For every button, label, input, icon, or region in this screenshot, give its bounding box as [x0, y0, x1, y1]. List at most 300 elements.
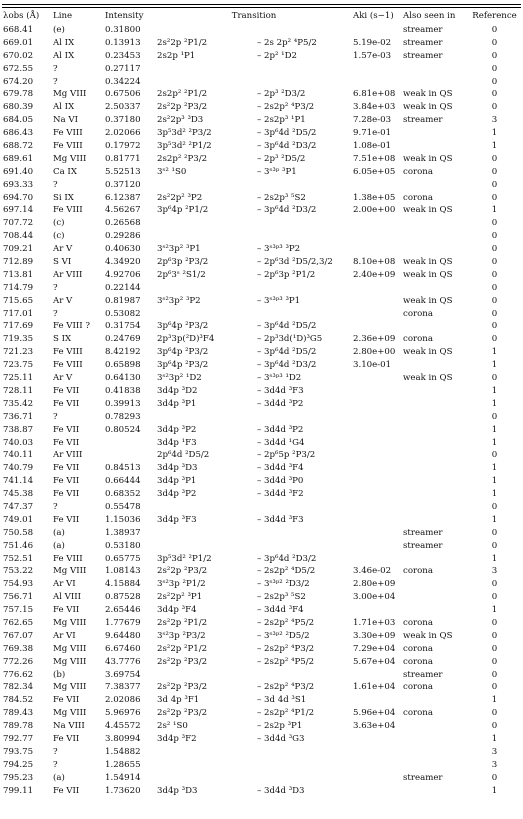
table-row — [2, 682, 521, 695]
transition-lower-cell: 2s²2p ²P3/2 — [157, 102, 208, 113]
aki-cell — [352, 502, 402, 515]
line-cell: Fe VII — [53, 476, 80, 487]
transition-lower-cell: 3ˢ²3p ²P3/2 — [157, 630, 206, 641]
transition-upper-cell: – 2p⁶5p ²P3/2 — [257, 450, 316, 461]
line-cell: Fe VIII — [53, 553, 83, 564]
transition-upper-cell: – 3d4d ³P2 — [257, 398, 304, 409]
also-seen-cell: weak in QS — [403, 295, 453, 306]
header-row — [2, 8, 521, 25]
also-seen-cell: streamer — [403, 772, 443, 783]
aki-cell — [352, 244, 402, 257]
aki-cell: 6.05e+05 — [353, 166, 396, 177]
intensity-cell: 7.38377 — [105, 682, 141, 693]
also-seen-cell — [402, 450, 468, 463]
table-row — [2, 373, 521, 386]
transition-upper-cell — [256, 180, 352, 193]
reference-cell: 0 — [491, 708, 498, 719]
reference-cell: 0 — [491, 89, 498, 100]
transition-upper-cell — [256, 502, 352, 515]
transition-upper-cell: – 2s2p² ⁴D5/2 — [257, 566, 316, 577]
intensity-cell: 1.54914 — [105, 772, 141, 783]
transition-upper-cell — [256, 309, 352, 322]
intensity-cell: 1.15036 — [105, 514, 141, 525]
line-cell: (c) — [53, 231, 65, 242]
transition-upper-cell: – 3d4d ³F4 — [257, 605, 304, 616]
reference-cell: 0 — [491, 656, 498, 667]
transition-upper-cell: – 3ˢ³ᵖ² ²D5/2 — [257, 630, 310, 641]
transition-lower-cell: 3p⁵3d² ²P1/2 — [157, 553, 212, 564]
table-row — [2, 25, 521, 38]
aki-cell: 2.80e+09 — [353, 579, 396, 590]
table-row — [2, 64, 521, 77]
intensity-cell: 0.81987 — [105, 295, 141, 306]
also-seen-cell: weak in QS — [403, 205, 453, 216]
line-cell: Ar V — [53, 295, 73, 306]
table-row — [2, 670, 521, 683]
wavelength-cell: 707.72 — [3, 218, 34, 229]
wavelength-cell: 680.39 — [3, 102, 34, 113]
aki-cell — [352, 476, 402, 489]
aki-cell — [352, 180, 402, 193]
reference-cell: 1 — [491, 128, 498, 139]
intensity-cell: 0.24769 — [105, 334, 141, 345]
transition-upper-cell: – 2p⁶3d ²D5/2,3/2 — [257, 257, 333, 268]
aki-cell: 3.10e-01 — [353, 360, 392, 371]
table-body — [2, 25, 521, 798]
header-wavelength: λobs (Å) — [3, 11, 40, 22]
line-cell: (c) — [53, 218, 65, 229]
reference-cell: 0 — [491, 50, 498, 61]
aki-cell: 5.19e-02 — [353, 37, 392, 48]
transition-upper-cell: – 3p⁶4d ²D3/2 — [257, 360, 317, 371]
also-seen-cell — [402, 502, 468, 515]
also-seen-cell: streamer — [403, 540, 443, 551]
table-row — [2, 128, 521, 141]
line-cell: Ar V — [53, 244, 73, 255]
wavelength-cell: 684.05 — [3, 115, 34, 126]
table-row — [2, 154, 521, 167]
intensity-cell: 2.02066 — [105, 128, 141, 139]
aki-cell: 2.00e+00 — [353, 205, 396, 216]
transition-lower-cell — [156, 747, 256, 760]
line-cell: Fe VII — [53, 514, 80, 525]
reference-cell: 0 — [491, 592, 498, 603]
line-cell: Mg VIII — [53, 153, 87, 164]
also-seen-cell — [402, 141, 468, 154]
line-cell: S VI — [53, 257, 72, 268]
also-seen-cell: weak in QS — [403, 89, 453, 100]
transition-lower-cell: 3d4p ³P2 — [157, 489, 197, 500]
transition-lower-cell: 3ˢ²3p² ¹D2 — [157, 373, 202, 384]
wavelength-cell: 717.01 — [3, 308, 34, 319]
table-row — [2, 399, 521, 412]
reference-cell: 1 — [491, 141, 498, 152]
line-cell: Na VI — [53, 115, 78, 126]
aki-cell: 7.51e+08 — [353, 153, 396, 164]
transition-upper-cell: – 3p⁶4d ²D3/2 — [257, 553, 317, 564]
also-seen-cell — [402, 734, 468, 747]
intensity-cell: 4.56267 — [105, 205, 141, 216]
line-cell: Si IX — [53, 192, 74, 203]
table-row — [2, 605, 521, 618]
also-seen-cell: corona — [403, 656, 433, 667]
intensity-cell: 43.7776 — [105, 656, 141, 667]
transition-lower-cell: 2s2p ¹P1 — [157, 50, 196, 61]
wavelength-cell: 793.75 — [3, 746, 34, 757]
transition-lower-cell: 3p⁵3d² ²P3/2 — [157, 128, 212, 139]
intensity-cell: 0.53082 — [105, 308, 141, 319]
aki-cell — [352, 515, 402, 528]
aki-cell: 1.57e-03 — [353, 50, 392, 61]
transition-upper-cell — [256, 773, 352, 786]
table-row — [2, 760, 521, 773]
reference-cell: 0 — [491, 321, 498, 332]
wavelength-cell: 725.11 — [3, 373, 34, 384]
table-row — [2, 476, 521, 489]
reference-cell: 1 — [491, 385, 498, 396]
wavelength-cell: 756.71 — [3, 592, 34, 603]
intensity-cell: 4.45572 — [105, 721, 141, 732]
transition-lower-cell: 3d4p ³P1 — [157, 476, 197, 487]
transition-lower-cell — [156, 218, 256, 231]
header-aki: Aki (s−1) — [353, 11, 394, 22]
aki-cell: 1.71e+03 — [353, 617, 396, 628]
table-row — [2, 618, 521, 631]
wavelength-cell: 745.38 — [3, 489, 34, 500]
transition-upper-cell — [256, 747, 352, 760]
aki-cell: 3.46e-02 — [353, 566, 392, 577]
intensity-cell: 0.41838 — [105, 385, 141, 396]
line-cell: Fe VIII — [53, 141, 83, 152]
aki-cell — [352, 554, 402, 567]
reference-cell: 1 — [491, 437, 498, 448]
reference-cell: 0 — [491, 669, 498, 680]
also-seen-cell: weak in QS — [403, 257, 453, 268]
transition-upper-cell — [256, 231, 352, 244]
aki-cell: 7.29e+04 — [353, 643, 396, 654]
table-row — [2, 283, 521, 296]
wavelength-cell: 762.65 — [3, 617, 34, 628]
line-cell: (e) — [53, 25, 65, 35]
intensity-cell: 2.02086 — [105, 695, 141, 706]
wavelength-cell: 753.22 — [3, 566, 34, 577]
wavelength-cell: 679.78 — [3, 89, 34, 100]
line-cell: Fe VII — [53, 695, 80, 706]
transition-lower-cell: 3d4p ³D3 — [157, 463, 198, 474]
intensity-cell: 3.69754 — [105, 669, 141, 680]
table-row — [2, 502, 521, 515]
table-row — [2, 528, 521, 541]
also-seen-cell — [402, 231, 468, 244]
intensity-cell: 0.39913 — [105, 398, 141, 409]
also-seen-cell — [402, 412, 468, 425]
reference-cell: 0 — [491, 25, 498, 35]
header-line: Line — [53, 11, 73, 22]
also-seen-cell — [402, 244, 468, 257]
wavelength-cell: 776.62 — [3, 669, 34, 680]
intensity-cell: 3.80994 — [105, 733, 141, 744]
aki-cell: 3.00e+04 — [353, 592, 396, 603]
reference-cell: 0 — [491, 682, 498, 693]
table-row — [2, 463, 521, 476]
intensity-cell: 1.54882 — [105, 746, 141, 757]
also-seen-cell — [402, 321, 468, 334]
table-row — [2, 77, 521, 90]
line-cell: Mg VIII — [53, 617, 87, 628]
reference-cell: 1 — [491, 553, 498, 564]
aki-cell — [352, 463, 402, 476]
transition-upper-cell — [256, 218, 352, 231]
transition-upper-cell: – 3p⁶4d ²D3/2 — [257, 141, 317, 152]
spectral-lines-table — [2, 8, 521, 798]
transition-upper-cell: – 2p³3d(¹D)³G5 — [257, 334, 323, 345]
table-row — [2, 296, 521, 309]
intensity-cell: 0.37120 — [105, 179, 141, 190]
intensity-cell — [104, 438, 156, 451]
wavelength-cell: 754.93 — [3, 579, 34, 590]
wavelength-cell: 693.33 — [3, 179, 34, 190]
transition-upper-cell: – 2s2p³ ¹P1 — [257, 115, 306, 126]
table-row — [2, 438, 521, 451]
table-row — [2, 38, 521, 51]
wavelength-cell: 714.79 — [3, 282, 34, 293]
reference-cell: 0 — [491, 282, 498, 293]
transition-upper-cell: – 3d4d ³F3 — [257, 514, 304, 525]
transition-upper-cell: – 3ˢ³ᵖ³ ¹D2 — [257, 373, 302, 384]
line-cell: Al IX — [53, 102, 75, 113]
wavelength-cell: 767.07 — [3, 630, 34, 641]
also-seen-cell: corona — [403, 682, 433, 693]
also-seen-cell — [402, 760, 468, 773]
aki-cell — [352, 605, 402, 618]
line-cell: ? — [53, 411, 58, 422]
table-row — [2, 180, 521, 193]
table-row — [2, 89, 521, 102]
intensity-cell: 0.87528 — [105, 592, 141, 603]
aki-cell — [352, 695, 402, 708]
intensity-cell: 0.40630 — [105, 244, 141, 255]
table-row — [2, 334, 521, 347]
also-seen-cell: weak in QS — [403, 269, 453, 280]
wavelength-cell: 752.51 — [3, 553, 34, 564]
transition-upper-cell — [256, 541, 352, 554]
line-cell: Ar VI — [53, 579, 76, 590]
line-cell: ? — [53, 759, 58, 770]
table-row — [2, 592, 521, 605]
aki-cell — [352, 283, 402, 296]
intensity-cell: 0.65898 — [105, 360, 141, 371]
reference-cell: 0 — [491, 411, 498, 422]
line-cell: Fe VIII — [53, 205, 83, 216]
intensity-cell: 1.73620 — [105, 785, 141, 796]
reference-cell: 1 — [491, 398, 498, 409]
wavelength-cell: 792.77 — [3, 733, 34, 744]
also-seen-cell — [402, 283, 468, 296]
reference-cell: 3 — [491, 746, 498, 757]
wavelength-cell: 723.75 — [3, 360, 34, 371]
also-seen-cell — [402, 489, 468, 502]
reference-cell: 0 — [491, 102, 498, 113]
aki-cell — [352, 412, 402, 425]
transition-upper-cell — [256, 760, 352, 773]
aki-cell — [352, 399, 402, 412]
table-row — [2, 450, 521, 463]
aki-cell: 3.63e+04 — [353, 721, 396, 732]
reference-cell: 0 — [491, 76, 498, 87]
table-row — [2, 554, 521, 567]
reference-cell: 0 — [491, 295, 498, 306]
intensity-cell: 8.42192 — [105, 347, 141, 358]
transition-upper-cell: – 2s2p² ⁴P1/2 — [257, 708, 315, 719]
aki-cell: 5.96e+04 — [353, 708, 396, 719]
aki-cell: 2.80e+00 — [353, 347, 396, 358]
intensity-cell: 0.26568 — [105, 218, 141, 229]
transition-upper-cell: – 3ˢ³ᵖ³ ³P1 — [257, 295, 301, 306]
intensity-cell: 0.23453 — [105, 50, 141, 61]
also-seen-cell — [402, 695, 468, 708]
transition-upper-cell — [256, 412, 352, 425]
wavelength-cell: 741.14 — [3, 476, 34, 487]
intensity-cell: 0.67506 — [105, 89, 141, 100]
wavelength-cell: 749.01 — [3, 514, 34, 525]
line-cell: Fe VII — [53, 463, 80, 474]
transition-lower-cell: 3d4p ¹F3 — [157, 437, 197, 448]
transition-lower-cell: 3ˢ²3p² ³P1 — [157, 244, 201, 255]
reference-cell: 1 — [491, 476, 498, 487]
intensity-cell: 0.17972 — [105, 141, 141, 152]
also-seen-cell — [402, 128, 468, 141]
wavelength-cell: 713.81 — [3, 269, 34, 280]
table-row — [2, 657, 521, 670]
transition-lower-cell: 2s2p² ²P3/2 — [157, 153, 208, 164]
wavelength-cell: 799.11 — [3, 785, 34, 796]
table-row — [2, 115, 521, 128]
table-row — [2, 141, 521, 154]
transition-lower-cell — [156, 309, 256, 322]
transition-lower-cell — [156, 64, 256, 77]
also-seen-cell: streamer — [403, 50, 443, 61]
wavelength-cell: 784.52 — [3, 695, 34, 706]
aki-cell — [352, 218, 402, 231]
line-cell: Na VIII — [53, 721, 85, 732]
wavelength-cell: 688.72 — [3, 141, 34, 152]
reference-cell: 0 — [491, 501, 498, 512]
aki-cell — [352, 438, 402, 451]
table-row — [2, 566, 521, 579]
transition-upper-cell: – 2s2p² ⁴P5/2 — [257, 617, 315, 628]
also-seen-cell: corona — [403, 192, 433, 203]
also-seen-cell — [402, 592, 468, 605]
reference-cell: 1 — [491, 695, 498, 706]
table-row — [2, 786, 521, 799]
line-cell: S IX — [53, 334, 72, 345]
transition-upper-cell: – 2s2p² ⁴P3/2 — [257, 682, 315, 693]
transition-lower-cell — [156, 77, 256, 90]
line-cell: Fe VII — [53, 733, 80, 744]
line-cell: Fe VII — [53, 424, 80, 435]
transition-lower-cell — [156, 283, 256, 296]
reference-cell: 0 — [491, 334, 498, 345]
also-seen-cell — [402, 579, 468, 592]
aki-cell: 8.10e+08 — [353, 257, 396, 268]
reference-cell: 0 — [491, 721, 498, 732]
wavelength-cell: 708.44 — [3, 231, 34, 242]
aki-cell — [352, 670, 402, 683]
intensity-cell — [104, 450, 156, 463]
transition-upper-cell: – 2p⁶3p ²P1/2 — [257, 269, 316, 280]
also-seen-cell: corona — [403, 166, 433, 177]
transition-upper-cell: – 2s2p² ⁴P3/2 — [257, 643, 315, 654]
transition-lower-cell — [156, 760, 256, 773]
table-row — [2, 347, 521, 360]
reference-cell: 1 — [491, 733, 498, 744]
intensity-cell: 4.15884 — [105, 579, 141, 590]
wavelength-cell: 691.40 — [3, 166, 34, 177]
line-cell: Fe VII — [53, 605, 80, 616]
aki-cell — [352, 373, 402, 386]
aki-cell: 1.38e+05 — [353, 192, 396, 203]
transition-upper-cell: – 3d4d ³D3 — [257, 785, 305, 796]
table-row — [2, 244, 521, 257]
wavelength-cell: 715.65 — [3, 295, 34, 306]
aki-cell: 1.08e-01 — [353, 141, 392, 152]
line-cell: Fe VIII — [53, 360, 83, 371]
reference-cell: 0 — [491, 373, 498, 384]
table-row — [2, 425, 521, 438]
line-cell: Mg VIII — [53, 682, 87, 693]
transition-upper-cell: – 3p⁶4d ²D5/2 — [257, 321, 317, 332]
transition-lower-cell: 3d 4p ³F1 — [157, 695, 200, 706]
aki-cell — [352, 64, 402, 77]
line-cell: (b) — [53, 669, 66, 680]
table-row — [2, 773, 521, 786]
transition-upper-cell — [256, 670, 352, 683]
transition-lower-cell: 3ˢ²3p ²P1/2 — [157, 579, 206, 590]
reference-cell: 0 — [491, 192, 498, 203]
transition-upper-cell: – 2s2p² ⁴P5/2 — [257, 656, 315, 667]
table-row — [2, 721, 521, 734]
also-seen-cell — [402, 786, 468, 799]
wavelength-cell: 709.21 — [3, 244, 34, 255]
transition-lower-cell: 2s²2p ²P3/2 — [157, 566, 208, 577]
transition-upper-cell: – 3d4d ³F2 — [257, 489, 304, 500]
aki-cell: 2.36e+09 — [353, 334, 396, 345]
transition-lower-cell — [156, 541, 256, 554]
wavelength-cell: 757.15 — [3, 605, 34, 616]
line-cell: ? — [53, 282, 58, 293]
table-row — [2, 515, 521, 528]
also-seen-cell — [402, 438, 468, 451]
transition-upper-cell: – 3p⁶4d ²D3/2 — [257, 205, 317, 216]
aki-cell — [352, 386, 402, 399]
intensity-cell: 0.34224 — [105, 76, 141, 87]
transition-lower-cell: 3d4p ³P2 — [157, 424, 197, 435]
also-seen-cell — [402, 77, 468, 90]
transition-lower-cell: 2s²2p² ³P2 — [157, 192, 203, 203]
table-row — [2, 309, 521, 322]
transition-lower-cell — [156, 412, 256, 425]
also-seen-cell — [402, 476, 468, 489]
transition-upper-cell: – 2s2p ³P1 — [257, 721, 303, 732]
header-also-seen-in: Also seen in — [403, 11, 456, 22]
wavelength-cell: 782.34 — [3, 682, 34, 693]
also-seen-cell — [402, 360, 468, 373]
also-seen-cell: streamer — [403, 115, 443, 126]
wavelength-cell: 751.46 — [3, 540, 34, 551]
aki-cell: 6.81e+08 — [353, 89, 396, 100]
also-seen-cell — [402, 399, 468, 412]
aki-cell — [352, 296, 402, 309]
